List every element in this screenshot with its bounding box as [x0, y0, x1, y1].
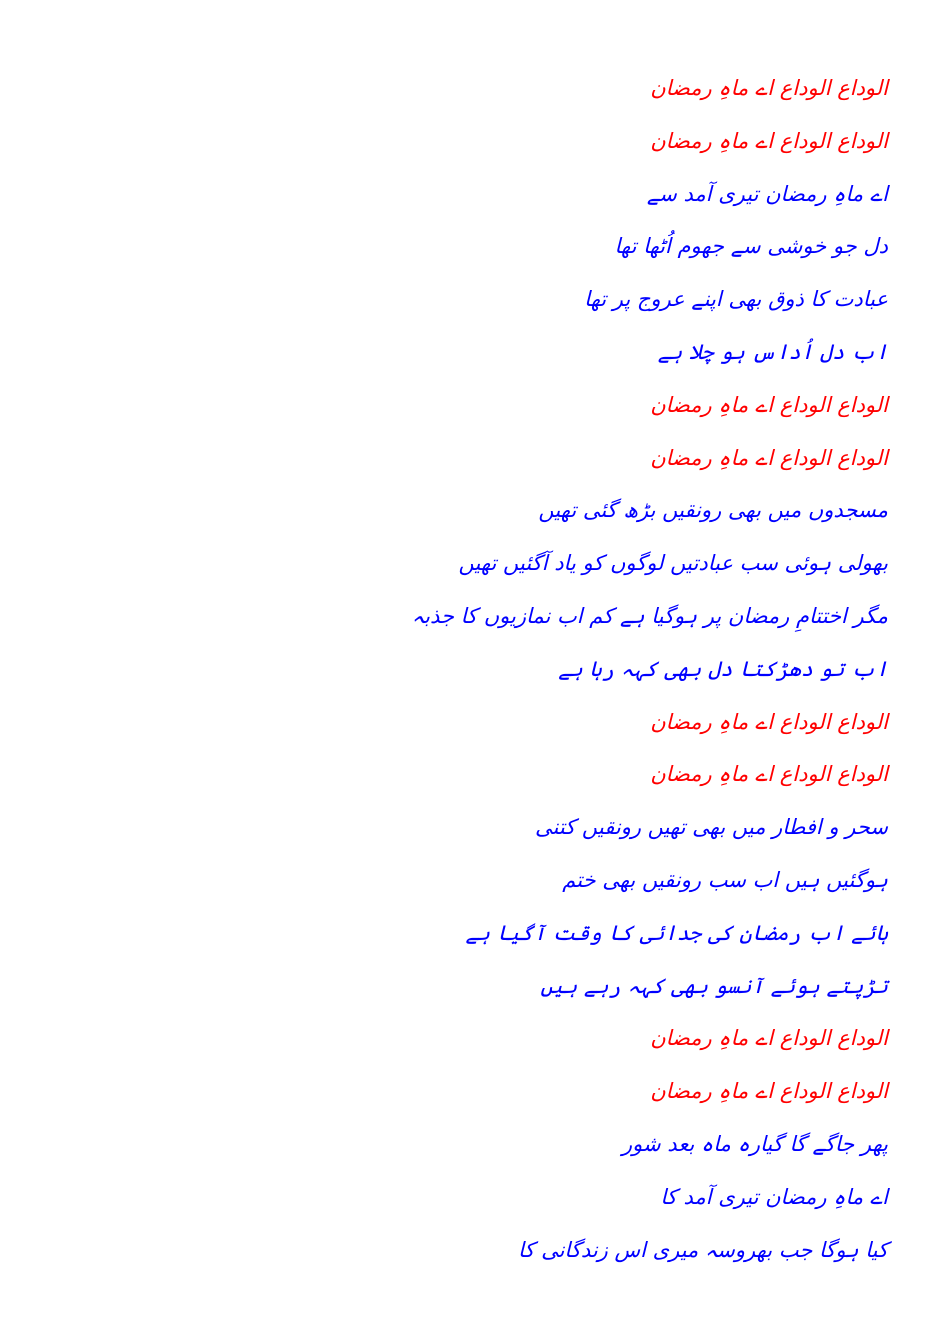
- verse-line: تڑپتے ہوئے آنسو بھی کہہ رہے ہیں: [540, 973, 888, 998]
- verse-line: ہائے اب رمضان کی جدائی کا وقت آگیا ہے: [465, 920, 888, 945]
- verse-line: مسجدوں میں بھی رونقیں بڑھ گئی تھیں: [538, 498, 888, 523]
- verse-line: مگر اختتامِ رمضان پر ہوگیا ہے کم اب نمازیوں کا جذبہ: [411, 603, 888, 628]
- verse-line: ہوگئیں ہیں اب سب رونقیں بھی ختم: [562, 867, 888, 892]
- refrain-line: الوداع الوداع اے ماہِ رمضان: [650, 709, 888, 734]
- refrain-line: الوداع الوداع اے ماہِ رمضان: [650, 76, 888, 100]
- verse-line: دل جو خوشی سے جھوم اُٹھا تھا: [614, 234, 888, 259]
- poem: [328, 62, 888, 1276]
- verse-line: اے ماہِ رمضان تیری آمد سے: [646, 181, 888, 206]
- refrain-line: الوداع الوداع اے ماہِ رمضان: [650, 445, 888, 470]
- verse-line: بھولی ہوئی سب عبادتیں لوگوں کو یاد آگئیں تھیں: [458, 551, 888, 576]
- verse-line: اے ماہِ رمضان تیری آمد کا: [660, 1184, 888, 1209]
- verse-line: اب تو دھڑکتا دل بھی کہہ رہا ہے: [558, 656, 888, 681]
- verse-line: عبادت کا ذوق بھی اپنے عروج پر تھا: [584, 287, 888, 312]
- verse-line: کیا ہوگا جب بھروسہ میری اس زندگانی کا: [518, 1237, 888, 1262]
- refrain-line: الوداع الوداع اے ماہِ رمضان: [650, 762, 888, 787]
- refrain-line: الوداع الوداع اے ماہِ رمضان: [650, 1026, 888, 1051]
- verse-line: پھر جاگے گا گیارہ ماہ بعد شور: [622, 1131, 888, 1156]
- refrain-line: الوداع الوداع اے ماہِ رمضان: [650, 128, 888, 153]
- refrain-line: الوداع الوداع اے ماہِ رمضان: [650, 1079, 888, 1104]
- verse-line: سحر و افطار میں بھی تھیں رونقیں کتنی: [535, 815, 888, 840]
- refrain-line: الوداع الوداع اے ماہِ رمضان: [650, 392, 888, 417]
- verse-line: اب دل اُداس ہو چلا ہے: [657, 339, 888, 364]
